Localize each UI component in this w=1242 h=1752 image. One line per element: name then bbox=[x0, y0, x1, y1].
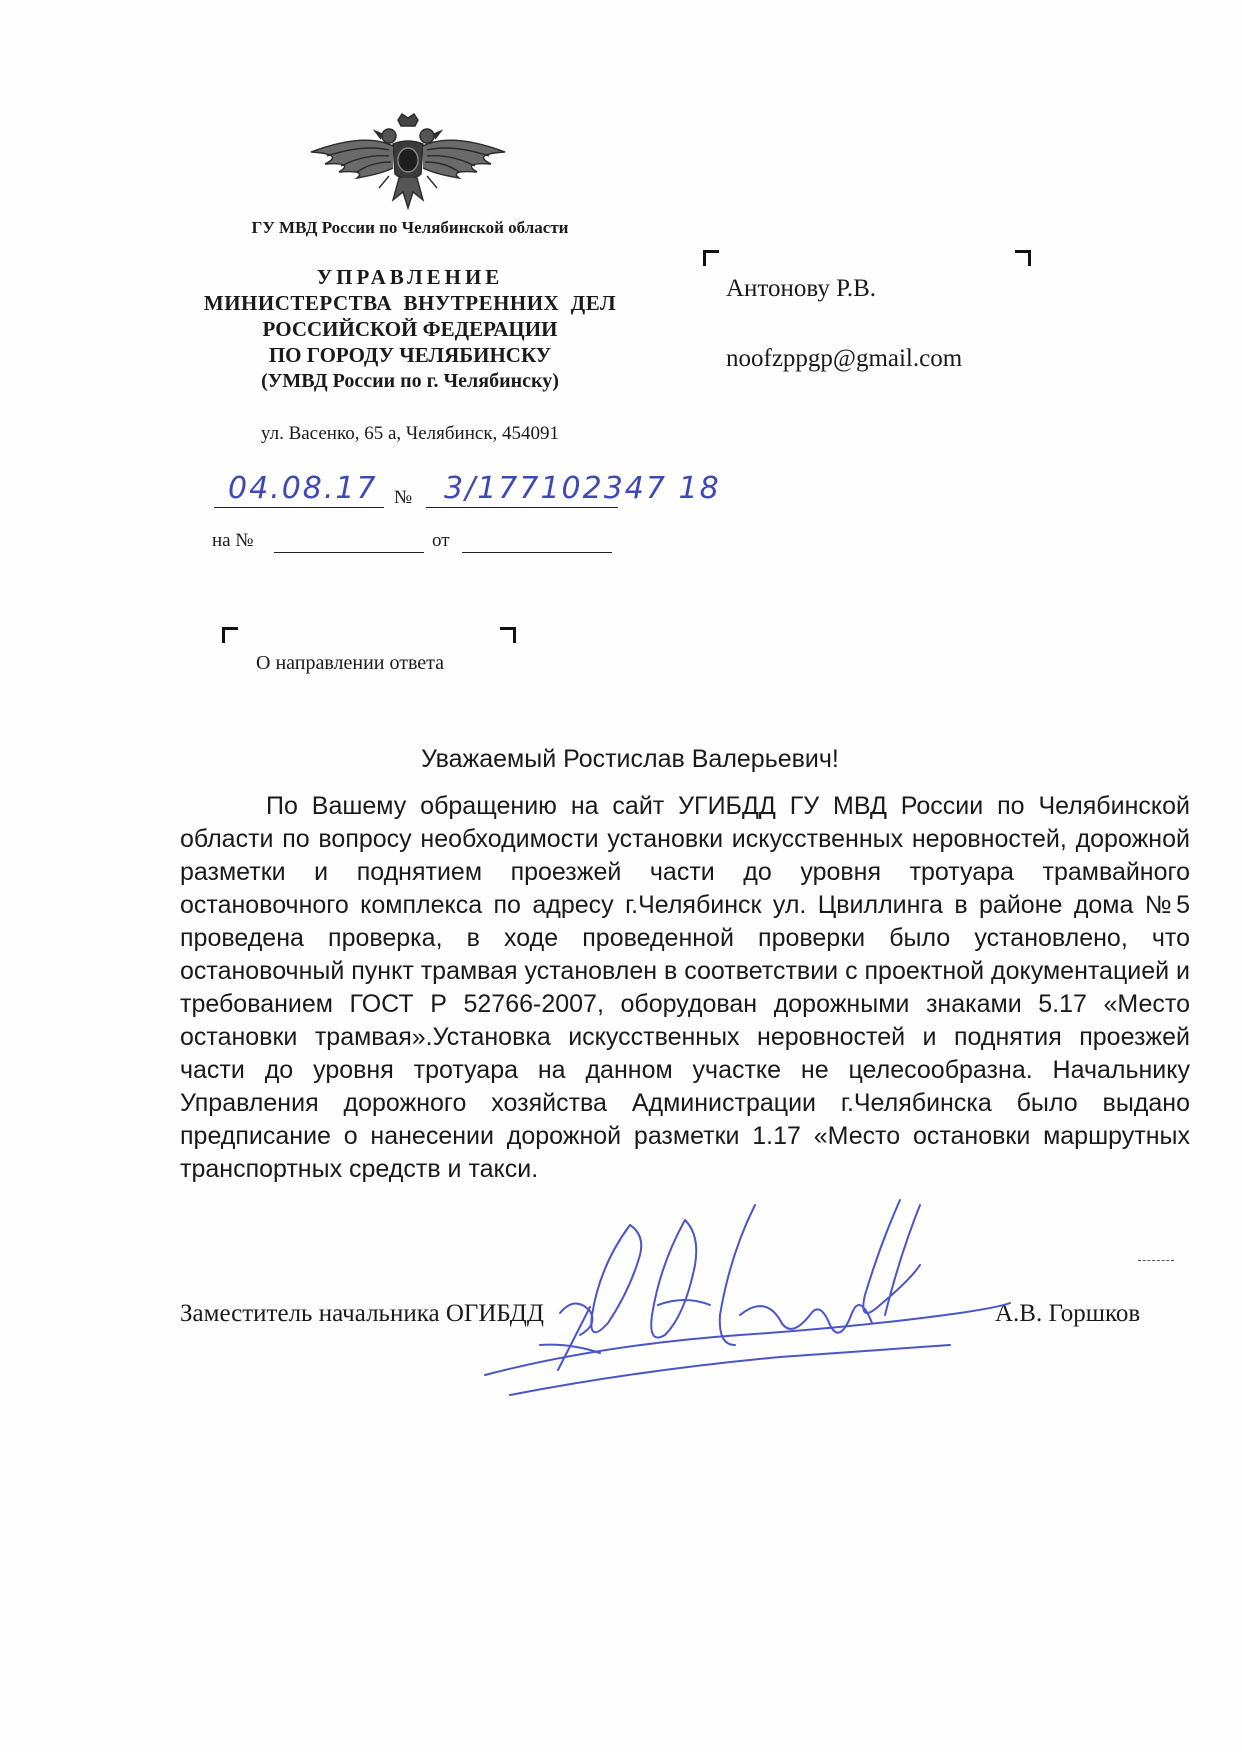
handwritten-signature-icon bbox=[480, 1195, 1020, 1425]
salutation: Уважаемый Ростислав Валерьевич! bbox=[421, 745, 839, 773]
addressee-corner-right bbox=[1015, 250, 1031, 266]
reply-reference-row bbox=[212, 530, 632, 560]
reply-number-underline bbox=[274, 552, 424, 553]
addressee-email: noofzppgp@gmail.com bbox=[726, 345, 963, 372]
addressee-name: Антонову Р.В. bbox=[726, 275, 877, 302]
parent-org-name: ГУ МВД России по Челябинской области bbox=[251, 218, 569, 237]
subject-corner-right bbox=[500, 627, 516, 643]
margin-mark bbox=[1138, 1260, 1174, 1261]
org-name-line-4: ПО ГОРОДУ ЧЕЛЯБИНСКУ bbox=[268, 343, 552, 367]
letter-body: По Вашему обращению на сайт УГИБДД ГУ МВД России по Челябинской области по вопросу необходимости установки искусственных неровностей, дорожной разметки и поднятием проезжей части до уровня тротуара трамвайного остановочного комплекса по адресу г.Челябинск ул. Цвиллинга в районе дома №5 проведена проверка, в ходе проведенной проверки было установлено, что остановочный пункт трамвая установлен в соответствии с проектной документацией и требованием ГОСТ Р 52766-2007, оборудован дорожными знаками 5.17 «Место остановки трамвая».Установка искусственных неровностей и поднятия проезжей части до уровня тротуара на данном участке не целесообразна. Начальнику Управления дорожного хозяйства Администрации г.Челябинска было выдано предписание о нанесении дорожной разметки 1.17 «Место остановки маршрутных транспортных средств и такси. bbox=[180, 792, 1191, 1183]
reply-number-label: на № bbox=[212, 530, 254, 551]
reply-from-label: от bbox=[432, 530, 450, 551]
number-label: № bbox=[394, 487, 413, 508]
number-underline bbox=[426, 507, 618, 508]
addressee-corner-left bbox=[703, 250, 719, 266]
registration-row bbox=[214, 471, 734, 513]
registration-number: 3/177102347 18 bbox=[444, 471, 721, 506]
org-name-line-1: УПРАВЛЕНИЕ bbox=[316, 265, 504, 289]
signatory-name: А.В. Горшков bbox=[995, 1300, 1141, 1327]
signatory-title: Заместитель начальника ОГИБДД bbox=[180, 1300, 544, 1327]
org-name-line-2: МИНИСТЕРСТВА ВНУТРЕННИХ ДЕЛ bbox=[203, 291, 617, 315]
eagle-emblem-icon bbox=[305, 112, 511, 217]
reply-date-underline bbox=[462, 552, 612, 553]
org-name-line-3: РОССИЙСКОЙ ФЕДЕРАЦИИ bbox=[262, 317, 558, 341]
org-abbreviation: (УМВД России по г. Челябинску) bbox=[261, 370, 559, 392]
date-underline bbox=[214, 507, 384, 508]
letter-subject: О направлении ответа bbox=[256, 652, 445, 674]
org-address: ул. Васенко, 65 а, Челябинск, 454091 bbox=[260, 423, 560, 444]
subject-corner-left bbox=[222, 627, 238, 643]
registration-date: 04.08.17 bbox=[228, 471, 378, 506]
